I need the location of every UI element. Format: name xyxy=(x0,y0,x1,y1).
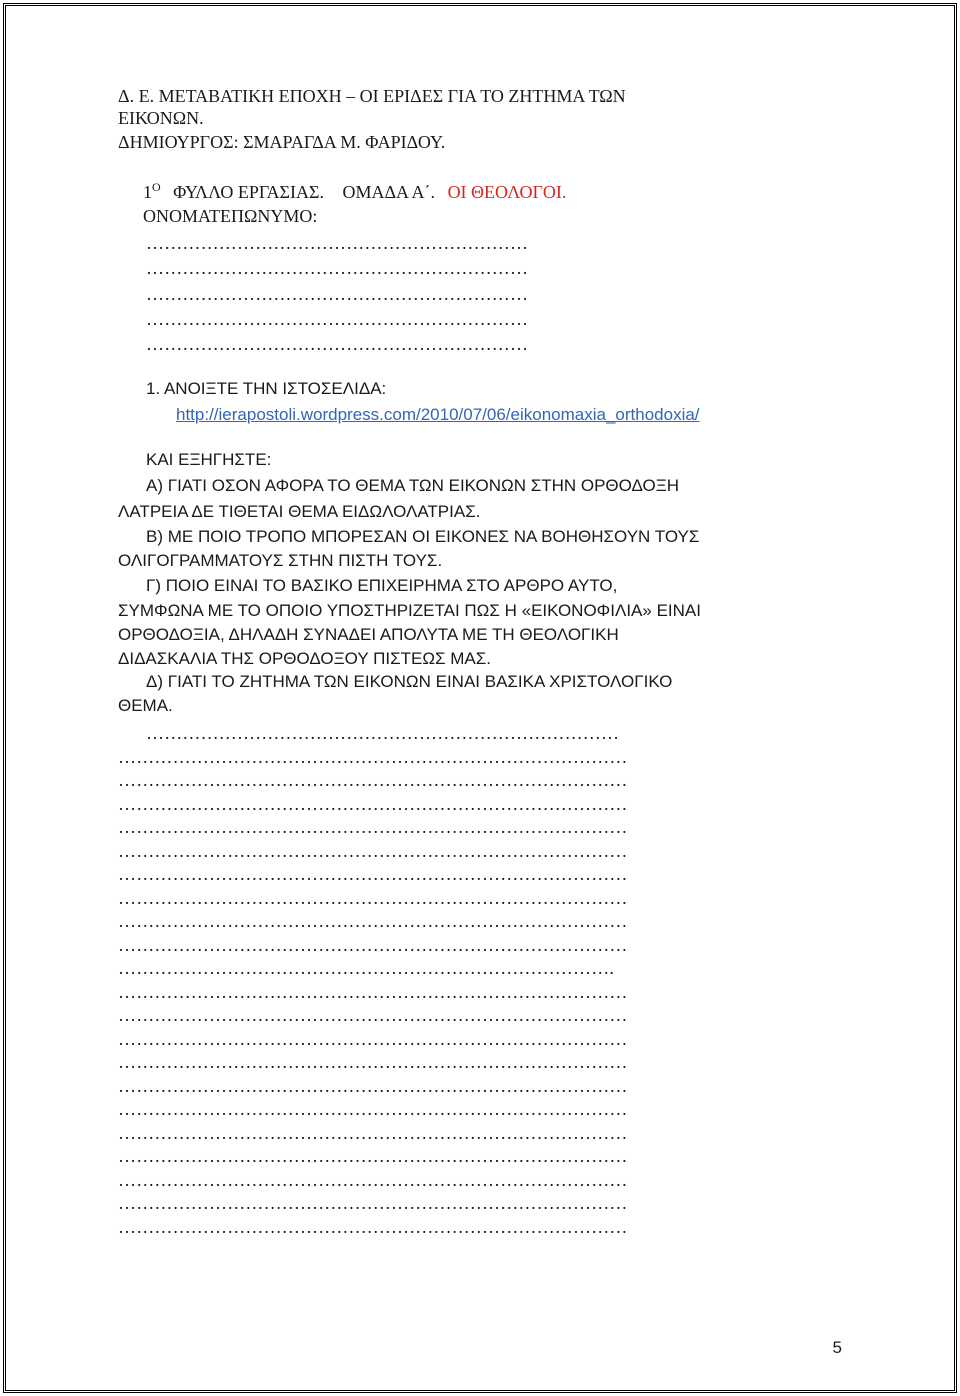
header-line-1: Δ. Ε. ΜΕΤΑΒΑΤΙΚΗ ΕΠΟΧΗ – ΟΙ ΕΡΙΔΕΣ ΓΙΑ ΤΟ ΖΗΤΗΜΑ ΤΩΝ xyxy=(118,86,626,106)
question-d-line-1: Δ) ΓΙΑΤΙ ΤΟ ΖΗΤΗΜΑ ΤΩΝ ΕΙΚΟΝΩΝ ΕΙΝΑΙ ΒΑΣΙΚΑ ΧΡΙΣΤΟΛΟΓΙΚΟ xyxy=(146,672,673,691)
creator-line: ΔΗΜΙΟΥΡΓΟΣ: ΣΜΑΡΑΓΔΑ Μ. ΦΑΡΙΔΟΥ. xyxy=(118,132,446,152)
answer-dots-line: ………………………………………………………………………… xyxy=(118,982,628,1002)
answer-dots-line: ………………………………………………………………………… xyxy=(118,1029,628,1049)
answer-dots-line: ………………………………………………………………………… xyxy=(118,747,628,767)
answer-dots-line: ………………………………………………………………………… xyxy=(118,817,628,837)
group-label: ΟΜΑΔΑ Α΄. xyxy=(342,182,436,202)
answer-dots-line: ………………………………………………………………………… xyxy=(118,794,628,814)
name-dots-line: ……………………………………………………… xyxy=(146,309,529,329)
article-link[interactable]: http://ierapostoli.wordpress.com/2010/07/06/eikonomaxia_orthodoxia/ xyxy=(176,405,700,424)
answer-dots-line: ………………………………………………………………………… xyxy=(118,1123,628,1143)
name-dots-line: ……………………………………………………… xyxy=(146,258,529,278)
worksheet-title-line xyxy=(143,181,566,205)
answer-dots-line: ………………………………………………………………………… xyxy=(118,1170,628,1190)
name-dots-line: ……………………………………………………… xyxy=(146,233,529,253)
answer-dots-line: ………………………………………………………………………… xyxy=(118,935,628,955)
name-label: ΟΝΟΜΑΤΕΠΩΝΥΜΟ: xyxy=(143,206,318,226)
answer-dots-line: ………………………………………………………………………… xyxy=(118,770,628,790)
answer-dots-line: ………………………………………………………………………… xyxy=(118,1146,628,1166)
name-dots-line: ……………………………………………………… xyxy=(146,284,529,304)
question-b-line-2: ΟΛΙΓΟΓΡΑΜΜΑΤΟΥΣ ΣΤΗΝ ΠΙΣΤΗ ΤΟΥΣ. xyxy=(118,551,443,570)
answer-dots-line: ………………………………………………………………………… xyxy=(118,841,628,861)
header-line-2: ΕΙΚΟΝΩΝ. xyxy=(118,108,204,128)
explain-label: ΚΑΙ ΕΞΗΓΗΣΤΕ: xyxy=(146,450,272,469)
task-instruction: 1. ΑΝΟΙΞΤΕ ΤΗΝ ΙΣΤΟΣΕΛΙΔΑ: xyxy=(146,379,387,398)
answer-dots-line: ………………………………………………………………………… xyxy=(118,911,628,931)
question-c-line-4: ΔΙΔΑΣΚΑΛΙΑ ΤΗΣ ΟΡΘΟΔΟΞΟΥ ΠΙΣΤΕΩΣ ΜΑΣ. xyxy=(118,649,492,668)
question-a-line-2: ΛΑΤΡΕΙΑ ΔΕ ΤΙΘΕΤΑΙ ΘΕΜΑ ΕΙΔΩΛΟΛΑΤΡΙΑΣ. xyxy=(118,502,481,521)
question-a-line-1: Α) ΓΙΑΤΙ ΟΣΟΝ ΑΦΟΡΑ ΤΟ ΘΕΜΑ ΤΩΝ ΕΙΚΟΝΩΝ ΣΤΗΝ ΟΡΘΟΔΟΞΗ xyxy=(146,476,680,495)
worksheet-title: ΦΥΛΛΟ ΕΡΓΑΣΙΑΣ. xyxy=(173,182,324,202)
question-c-line-2: ΣΥΜΦΩΝΑ ΜΕ ΤΟ ΟΠΟΙΟ ΥΠΟΣΤΗΡΙΖΕΤΑΙ ΠΩΣ Η «ΕΙΚΟΝΟΦΙΛΙΑ» ΕΙΝΑΙ xyxy=(118,601,701,620)
answer-dots-line: ………………………………………………………………………… xyxy=(118,864,628,884)
answer-dots-line: ………………………………………………………………………… xyxy=(118,1052,628,1072)
answer-dots-line: ………………………………………………………………………… xyxy=(118,1099,628,1119)
question-d-line-2: ΘΕΜΑ. xyxy=(118,696,173,715)
worksheet-number: 1 xyxy=(143,182,152,202)
question-b-line-1: Β) ΜΕ ΠΟΙΟ ΤΡΟΠΟ ΜΠΟΡΕΣΑΝ ΟΙ ΕΙΚΟΝΕΣ ΝΑ ΒΟΗΘΗΣΟΥΝ ΤΟΥΣ xyxy=(146,527,700,546)
answer-dots-line: ………………………………………………………………………… xyxy=(118,888,628,908)
worksheet-number-sup: Ο xyxy=(152,180,161,194)
answer-dots-line: …………………………………………………………………… xyxy=(146,723,620,743)
answer-dots-line: ………………………………………………………………………… xyxy=(118,1005,628,1025)
answer-dots-line: ………………………………………………………………………. xyxy=(118,958,615,978)
team-label: ΟΙ ΘΕΟΛΟΓΟΙ. xyxy=(447,182,567,202)
question-c-line-3: ΟΡΘΟΔΟΞΙΑ, ΔΗΛΑΔΗ ΣΥΝΑΔΕΙ ΑΠΟΛΥΤΑ ΜΕ ΤΗ ΘΕΟΛΟΓΙΚΗ xyxy=(118,625,619,644)
answer-dots-line: ………………………………………………………………………… xyxy=(118,1193,628,1213)
question-c-line-1: Γ) ΠΟΙΟ ΕΙΝΑΙ ΤΟ ΒΑΣΙΚΟ ΕΠΙΧΕΙΡΗΜΑ ΣΤΟ ΑΡΘΡΟ ΑΥΤΟ, xyxy=(146,576,618,595)
answer-dots-line: ………………………………………………………………………… xyxy=(118,1076,628,1096)
answer-dots-line: ………………………………………………………………………… xyxy=(118,1217,628,1237)
name-dots-line: ……………………………………………………… xyxy=(146,334,529,354)
page-number: 5 xyxy=(832,1338,842,1357)
